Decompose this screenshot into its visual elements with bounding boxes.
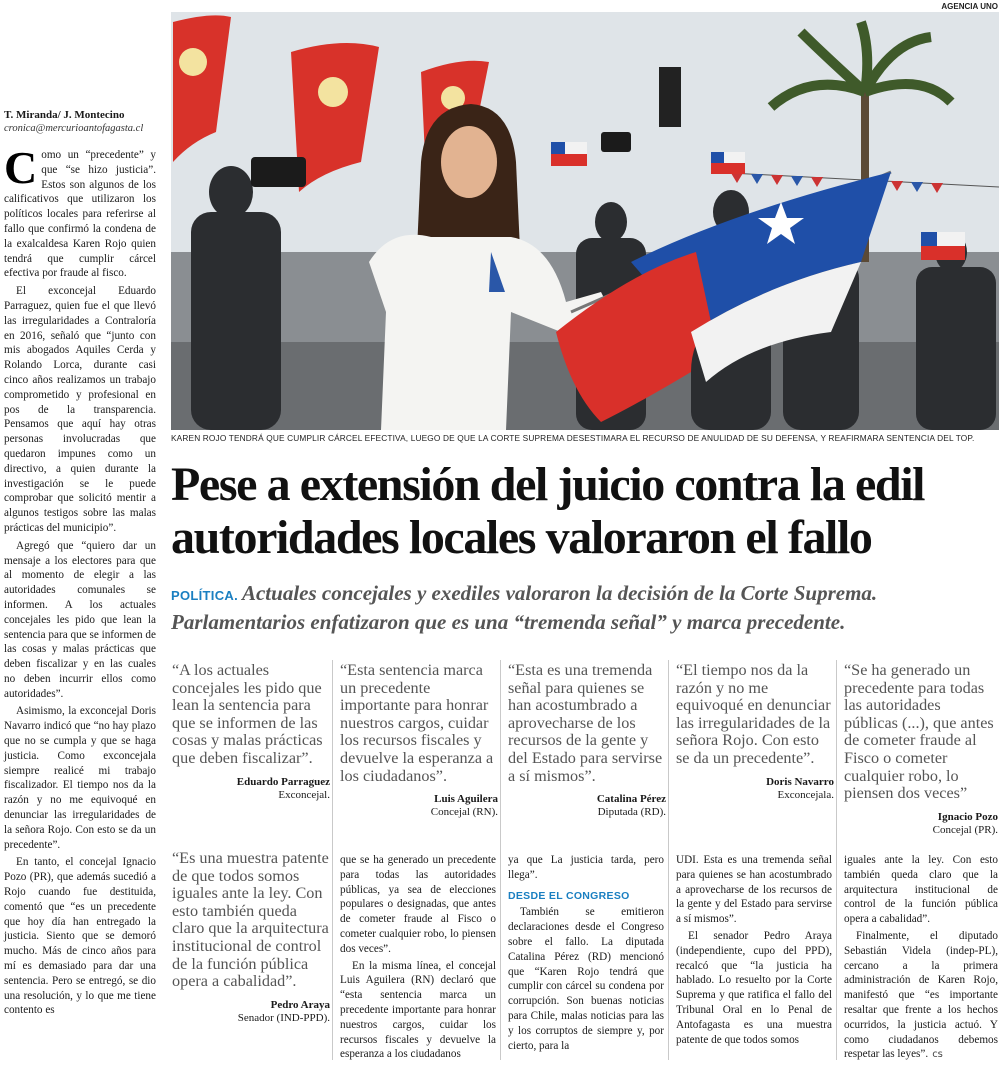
quote-author: Ignacio Pozo [937, 810, 998, 823]
section-subhead: DESDE EL CONGRESO [508, 889, 630, 902]
section-kicker: POLÍTICA. [171, 588, 238, 603]
column-divider [668, 660, 669, 1060]
quote-author: Pedro Araya [270, 998, 330, 1011]
quote-role: Concejal (PR). [932, 823, 998, 836]
article-column-4 [676, 853, 832, 1047]
paragraph: También se emitieron declaraciones desde el Congreso sobre el fallo. La diputada Catalina Pérez (RD) mencionó que “Karen Rojo tendrá que cumplir con cárcel su condena por corrupción. Son buenas noticias para Chile, malas noticias para las y los corruptos de siempre y, por cierto, para la [508, 906, 664, 1052]
quote-text: “Se ha generado un precedente para todas las autoridades públicas (...), que antes de cometer fraude al Fisco o cometer cualquier robo, lo piensen dos veces” [844, 661, 994, 803]
article-body-left [4, 142, 156, 1018]
quote-text: “A los actuales concejales les pido que lean la sentencia para que se informen de las cosas y malas prácticas que deben fiscalizar”. [172, 661, 323, 767]
pull-quote [676, 662, 834, 802]
quote-text: “Esta sentencia marca un precedente importante para honrar nuestros cargos, cuidar los recursos fiscales y devuelve la esperanza a los ciudadanos”. [340, 661, 494, 785]
headline-line-2: autoridades locales valoraron el fallo [171, 511, 872, 564]
deck [171, 580, 999, 636]
photo-caption: KAREN ROJO TENDRÁ QUE CUMPLIR CÁRCEL EFECTIVA, LUEGO DE QUE LA CORTE SUPREMA DESESTIMARA EL RECURSO DE ANULIDAD DE SU DEFENSA, Y REAFIRMARA SENTENCIA DEL TOP. [171, 433, 975, 443]
pull-quote [844, 662, 998, 837]
end-mark-icon: cs [932, 1049, 943, 1061]
quote-text: “Esta es una tremenda señal para quienes se han acostumbrado a aprovecharse de los recursos de la gente y del Estado para servirse a sí mismos”. [508, 661, 663, 785]
paragraph: ya que La justicia tarda, pero llega”. [508, 854, 664, 881]
headline [171, 458, 999, 564]
article-column-2 [340, 853, 496, 1062]
column-divider [500, 660, 501, 1060]
pull-quote [172, 850, 330, 1025]
headline-line-1: Pese a extensión del juicio contra la edil [171, 458, 925, 511]
quote-role: Diputada (RD). [597, 806, 666, 819]
article-column-5 [844, 853, 998, 1063]
quote-text: “Es una muestra patente de que todos somos iguales ante la ley. Con esto también queda claro que la arquitectura institucional de control de la función pública opera a cabalidad”. [172, 849, 329, 991]
article-column-3 [508, 853, 664, 1053]
pull-quote [172, 662, 330, 802]
deck-text: Actuales concejales y exediles valoraron la decisión de la Corte Suprema. Parlamentarios enfatizaron que es una “tremenda señal” y marca precedente. [171, 581, 878, 634]
paragraph: iguales ante la ley. Con esto también queda claro que la arquitectura institucional de control de la función pública opera a cabalidad”. [844, 854, 998, 926]
pull-quote [340, 662, 498, 819]
quote-author: Doris Navarro [766, 775, 834, 788]
quote-author: Eduardo Parraguez [236, 775, 330, 788]
quote-role: Exconcejala. [777, 788, 834, 801]
news-photo [171, 12, 999, 430]
quote-author: Catalina Pérez [596, 793, 666, 806]
paragraph: En tanto, el concejal Ignacio Pozo (PR), que además sucedió a Rojo cuando fue destituida, comentó que “es un precedente que hoy día han entregado la justicia. Siento que se demoró mucho. Más de cinco años para mí es demasiado para dar una sentencia. Pero se entregó, se dio una resolución, y lo que me tiene contento es [4, 856, 156, 1017]
byline: T. Miranda/ J. Montecino [4, 109, 125, 121]
column-divider [836, 660, 837, 1060]
drop-cap: C [4, 142, 38, 193]
quote-text: “El tiempo nos da la razón y no me equivoqué en denunciar las irregularidades de la señora Rojo. Con esto se da un precedente”. [676, 661, 831, 767]
quote-author: Luis Aguilera [434, 793, 498, 806]
paragraph: Finalmente, el diputado Sebastián Videla (indep-PL), cercano a la primera administración de Karen Rojo, manifestó que “es importante resaltar que frente a los hechos ocurridos, la justicia actuó. Y como ciudadanos debemos respetar las leyes”. cs [844, 929, 998, 1061]
quote-role: Senador (IND-PPD). [237, 1011, 330, 1024]
pull-quote [508, 662, 666, 819]
column-divider [332, 660, 333, 1060]
paragraph: El senador Pedro Araya (independiente, cupo del PPD), recalcó que “la justicia ha hablado. Lo resuelto por la Corte Suprema y que ratifica el fallo del Tribunal Oral en lo Penal de Antofagasta es una muestra patente de que todos somos [676, 929, 832, 1046]
photo-illustration [171, 12, 999, 430]
paragraph: Asimismo, la exconcejal Doris Navarro indicó que “no hay plazo que no se cumpla y que se haga justicia. Como exconcejala siempre realicé mi trabajo fiscalizador. El tiempo nos da la razón y no me equivoqué en denunciar las irregularidades de la señora Rojo. Con esto se da un precedente”. [4, 705, 156, 851]
sidebar-column [4, 108, 156, 1018]
paragraph: UDI. Esta es una tremenda señal para quienes se han acostumbrado a aprovecharse de los recursos de la gente y del Estado para servirse a sí mismos”. [676, 854, 832, 926]
photo-credit: AGENCIA UNO [941, 2, 998, 11]
paragraph: En la misma línea, el concejal Luis Aguilera (RN) declaró que “esta sentencia marca un precedente importante para honrar nuestros cargos, cuidar los recursos fiscales y devuelve la esperanza a los ciudadanos [340, 959, 496, 1061]
paragraph: El exconcejal Eduardo Parraguez, quien fue el que llevó las irregularidades a Contraloría en 2016, señaló que “junto con mis abogados Aquiles Cerda y Rolando Lorca, durante casi cinco años realizamos un trabajo comprometido y profesional en pos de la transparencia. Pensamos que aquí hay otras personas involucradas que quedaron impunes como un directivo, a quien durante la investigación se le puede comprobar que solicitó mentir a algunos testigos sobre las malas prácticas del municipio”. [4, 285, 156, 534]
paragraph: Como un “precedente” y que “se hizo justicia”. Estos son algunos de los calificativos que utilizaron los políticos locales para referirse al fallo que confirmó la condena de la exalcaldesa Karen Rojo quien tendrá que cumplir cárcel efectiva por fraude al fisco. [4, 142, 156, 280]
quote-role: Exconcejal. [278, 788, 330, 801]
paragraph: Agregó que “quiero dar un mensaje a los electores para que al momento de elegir a las autoridades comunales se informen. A los actuales concejales les pido que lean la sentencia para que se informen de las cosas y malas prácticas que deben fiscalizar y en las cuales no deben incurrir ellos como autoridades”. [4, 539, 156, 700]
paragraph: que se ha generado un precedente para todas las autoridades públicas, ya sea de elecciones populares o designadas, que antes de cometer fraude al Fisco o cometer cualquier robo, lo piensen dos veces”. [340, 854, 496, 955]
quote-role: Concejal (RN). [430, 806, 498, 819]
author-email[interactable]: cronica@mercurioantofagasta.cl [4, 123, 144, 134]
